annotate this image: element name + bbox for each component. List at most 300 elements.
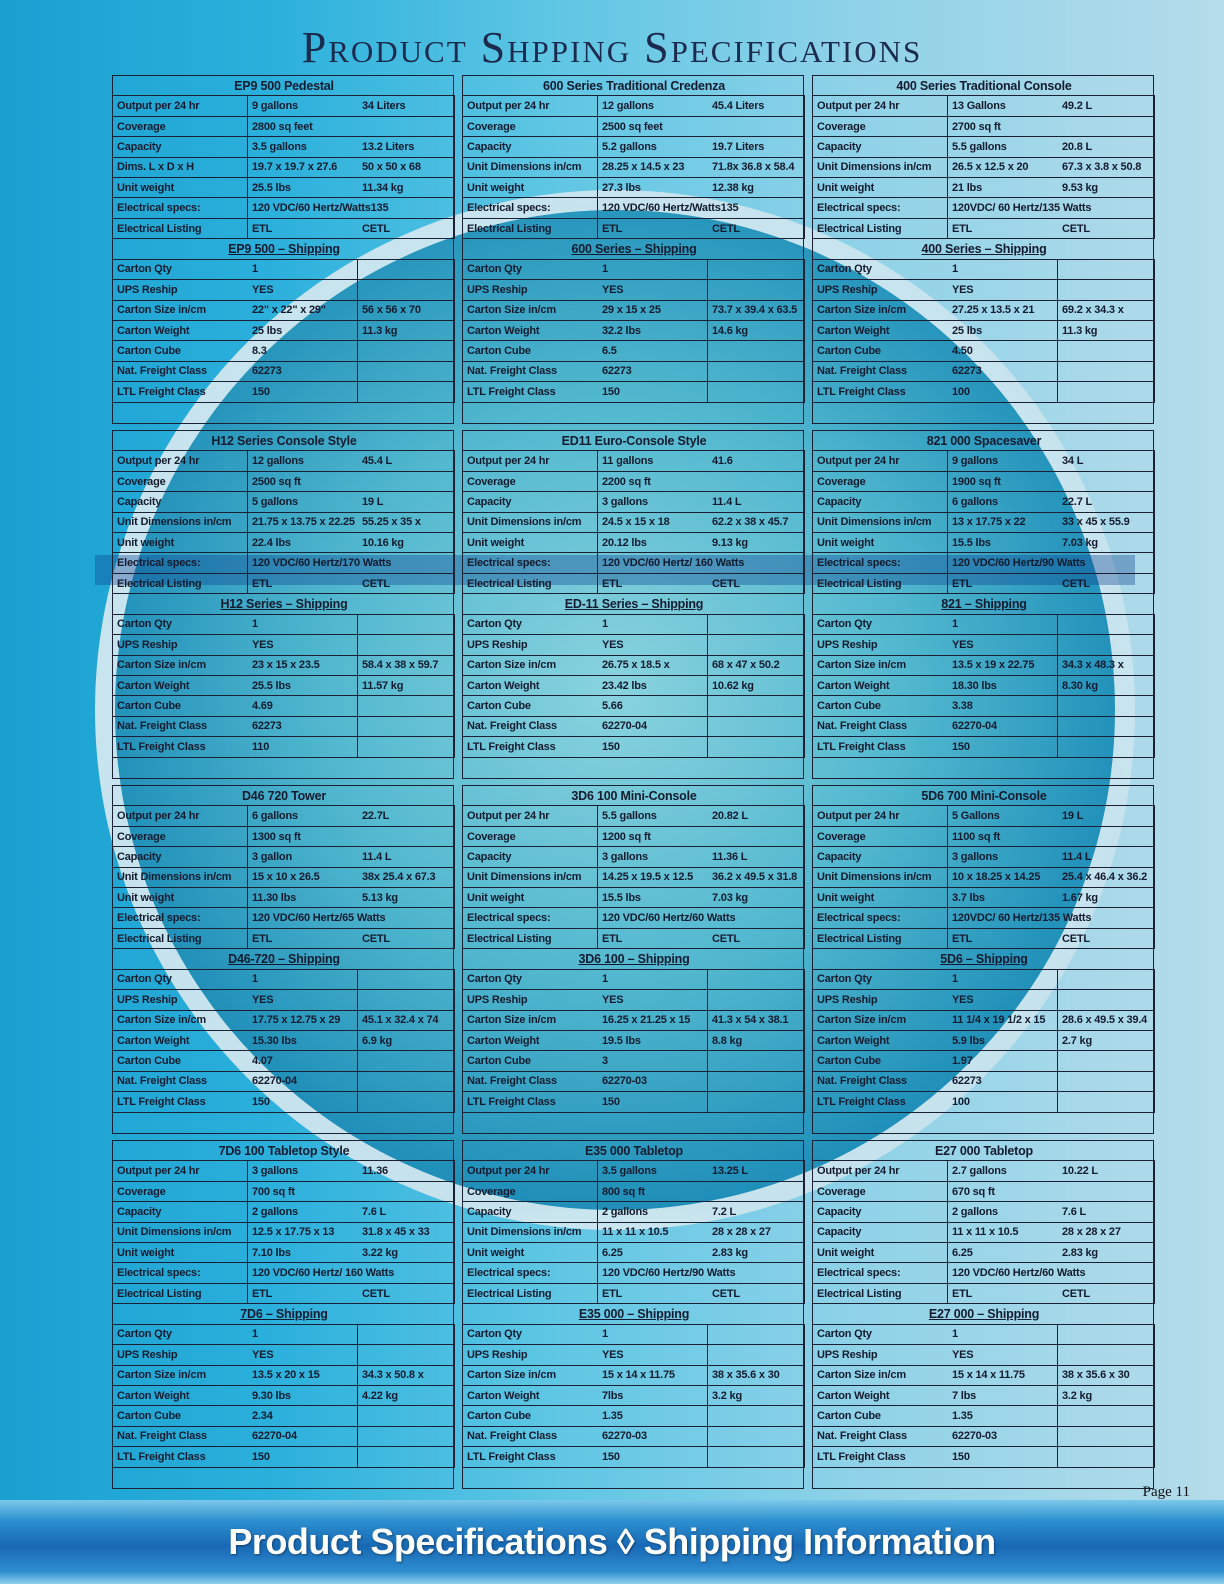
- shipping-value: 9.30 lbs: [248, 1386, 358, 1406]
- shipping-value-metric: 73.7 x 39.4 x 63.5: [708, 301, 805, 321]
- spec-label: Output per 24 hr: [463, 96, 598, 116]
- spec-value-metric: 11.4 L: [1058, 847, 1155, 867]
- spec-value-metric: CETL: [358, 219, 455, 239]
- block-spacer: [113, 1468, 455, 1488]
- shipping-value-metric: [708, 1325, 805, 1345]
- shipping-label: Carton Size in/cm: [813, 301, 948, 321]
- shipping-label: Carton Cube: [813, 1051, 948, 1071]
- shipping-value-metric: [1058, 737, 1155, 757]
- shipping-label: Carton Weight: [463, 676, 598, 696]
- shipping-label: LTL Freight Class: [813, 737, 948, 757]
- shipping-value-metric: 3.2 kg: [1058, 1386, 1155, 1406]
- spec-label: Coverage: [813, 117, 948, 137]
- spec-value: 6 gallons: [948, 492, 1058, 512]
- spec-value-metric: [358, 198, 455, 218]
- shipping-value-metric: [358, 1092, 455, 1112]
- spec-value-metric: [708, 472, 805, 492]
- shipping-value-metric: [1058, 1345, 1155, 1365]
- spec-label: Coverage: [113, 1182, 248, 1202]
- spec-value-metric: [1058, 908, 1155, 928]
- shipping-title: 600 Series – Shipping: [463, 239, 805, 259]
- spec-value: 120 VDC/60 Hertz/60 Watts: [598, 908, 708, 928]
- shipping-label: Nat. Freight Class: [813, 717, 948, 737]
- spec-label: Unit weight: [463, 533, 598, 553]
- shipping-label: LTL Freight Class: [463, 737, 598, 757]
- shipping-value: 62273: [948, 362, 1058, 382]
- shipping-label: Carton Cube: [113, 1406, 248, 1426]
- block-spacer: [463, 403, 805, 423]
- shipping-value-metric: [1058, 1325, 1155, 1345]
- spec-label: Unit weight: [113, 888, 248, 908]
- shipping-label: UPS Reship: [113, 280, 248, 300]
- shipping-title: ED-11 Series – Shipping: [463, 594, 805, 614]
- block-spacer: [113, 758, 455, 778]
- spec-label: Capacity: [463, 847, 598, 867]
- shipping-value-metric: [708, 635, 805, 655]
- spec-value-metric: 28 x 28 x 27: [1058, 1223, 1155, 1243]
- shipping-label: LTL Freight Class: [463, 1447, 598, 1467]
- spec-value-metric: 22.7L: [358, 806, 455, 826]
- spec-label: Unit weight: [463, 1243, 598, 1263]
- spec-value-metric: [358, 908, 455, 928]
- shipping-value-metric: [1058, 990, 1155, 1010]
- spec-label: Coverage: [813, 827, 948, 847]
- shipping-title: 400 Series – Shipping: [813, 239, 1155, 259]
- shipping-value: 62270-04: [248, 1427, 358, 1447]
- spec-value: 5.5 gallons: [948, 137, 1058, 157]
- shipping-label: UPS Reship: [813, 1345, 948, 1365]
- shipping-label: Carton Cube: [113, 341, 248, 361]
- shipping-value-metric: [708, 1406, 805, 1426]
- spec-value: 120 VDC/60 Hertz/ 160 Watts: [248, 1263, 358, 1283]
- shipping-title: 821 – Shipping: [813, 594, 1155, 614]
- shipping-value-metric: 10.62 kg: [708, 676, 805, 696]
- shipping-value: 17.75 x 12.75 x 29: [248, 1011, 358, 1031]
- shipping-label: Carton Cube: [113, 1051, 248, 1071]
- spec-label: Output per 24 hr: [113, 451, 248, 471]
- shipping-value: 15.30 lbs: [248, 1031, 358, 1051]
- shipping-value: 110: [248, 737, 358, 757]
- spec-value: 3 gallons: [948, 847, 1058, 867]
- page-number: Page 11: [1142, 1484, 1190, 1500]
- shipping-label: UPS Reship: [113, 1345, 248, 1365]
- spec-label: Capacity: [113, 847, 248, 867]
- spec-label: Unit weight: [113, 1243, 248, 1263]
- spec-value-metric: 34 Liters: [358, 96, 455, 116]
- spec-value: 2.7 gallons: [948, 1161, 1058, 1181]
- shipping-label: Carton Cube: [463, 1051, 598, 1071]
- shipping-label: Nat. Freight Class: [463, 362, 598, 382]
- spec-label: Electrical specs:: [463, 198, 598, 218]
- shipping-value: 1: [598, 1325, 708, 1345]
- shipping-value: 150: [948, 737, 1058, 757]
- shipping-value-metric: [358, 990, 455, 1010]
- product-block: [112, 75, 454, 424]
- spec-value: 120 VDC/60 Hertz/170 Watts: [248, 553, 358, 573]
- spec-value-metric: CETL: [1058, 929, 1155, 949]
- shipping-value-metric: [358, 280, 455, 300]
- shipping-label: LTL Freight Class: [813, 382, 948, 402]
- shipping-value: 23 x 15 x 23.5: [248, 656, 358, 676]
- product-block: [462, 430, 804, 779]
- spec-value: 5 gallons: [248, 492, 358, 512]
- shipping-value: 62273: [248, 717, 358, 737]
- spec-label: Output per 24 hr: [813, 806, 948, 826]
- shipping-value-metric: [1058, 341, 1155, 361]
- spec-value-metric: 55.25 x 35 x: [358, 513, 455, 533]
- spec-value-metric: 19 L: [1058, 806, 1155, 826]
- shipping-value-metric: [708, 280, 805, 300]
- product-name: 3D6 100 Mini-Console: [463, 786, 805, 806]
- shipping-value: 23.42 lbs: [598, 676, 708, 696]
- spec-value: 700 sq ft: [248, 1182, 358, 1202]
- spec-value-metric: 49.2 L: [1058, 96, 1155, 116]
- shipping-value-metric: [708, 260, 805, 280]
- spec-value-metric: CETL: [1058, 1284, 1155, 1304]
- spec-label: Output per 24 hr: [813, 451, 948, 471]
- shipping-label: Carton Weight: [813, 1386, 948, 1406]
- shipping-title: H12 Series – Shipping: [113, 594, 455, 614]
- spec-label: Unit Dimensions in/cm: [113, 513, 248, 533]
- spec-label: Electrical specs:: [813, 1263, 948, 1283]
- spec-value: ETL: [948, 1284, 1058, 1304]
- spec-label: Output per 24 hr: [463, 451, 598, 471]
- spec-label: Electrical Listing: [813, 1284, 948, 1304]
- spec-value: ETL: [598, 929, 708, 949]
- spec-value-metric: CETL: [708, 1284, 805, 1304]
- shipping-label: Carton Weight: [463, 1386, 598, 1406]
- spec-value-metric: 12.38 kg: [708, 178, 805, 198]
- shipping-value: 62270-04: [248, 1072, 358, 1092]
- spec-value: ETL: [948, 219, 1058, 239]
- product-name: 7D6 100 Tabletop Style: [113, 1141, 455, 1161]
- spec-value-metric: 7.6 L: [358, 1202, 455, 1222]
- shipping-value: 2.34: [248, 1406, 358, 1426]
- spec-value: 3 gallons: [598, 847, 708, 867]
- spec-label: Capacity: [463, 1202, 598, 1222]
- spec-value-metric: 11.4 L: [358, 847, 455, 867]
- shipping-value: 1.97: [948, 1051, 1058, 1071]
- spec-label: Electrical specs:: [463, 908, 598, 928]
- product-block: [462, 75, 804, 424]
- spec-value: 3 gallons: [598, 492, 708, 512]
- spec-label: Electrical specs:: [113, 908, 248, 928]
- shipping-value: 62273: [948, 1072, 1058, 1092]
- spec-value-metric: [1058, 117, 1155, 137]
- shipping-value: 62270-04: [948, 717, 1058, 737]
- shipping-label: Carton Qty: [463, 970, 598, 990]
- spec-label: Dims. L x D x H: [113, 158, 248, 178]
- spec-value-metric: 13.25 L: [708, 1161, 805, 1181]
- product-block: [812, 785, 1154, 1134]
- block-spacer: [113, 1113, 455, 1133]
- shipping-value: YES: [948, 1345, 1058, 1365]
- shipping-label: Nat. Freight Class: [813, 1427, 948, 1447]
- shipping-label: Nat. Freight Class: [113, 717, 248, 737]
- shipping-value-metric: [1058, 280, 1155, 300]
- shipping-value-metric: [708, 1345, 805, 1365]
- spec-value-metric: [358, 117, 455, 137]
- spec-value-metric: [708, 198, 805, 218]
- spec-label: Electrical Listing: [463, 1284, 598, 1304]
- shipping-label: UPS Reship: [813, 635, 948, 655]
- spec-value: 3 gallon: [248, 847, 358, 867]
- spec-value-metric: 33 x 45 x 55.9: [1058, 513, 1155, 533]
- spec-value: 2 gallons: [248, 1202, 358, 1222]
- shipping-value: 1.35: [598, 1406, 708, 1426]
- spec-value: 15 x 10 x 26.5: [248, 868, 358, 888]
- shipping-label: Nat. Freight Class: [113, 1427, 248, 1447]
- spec-label: Unit weight: [463, 178, 598, 198]
- shipping-label: Carton Size in/cm: [813, 656, 948, 676]
- product-name: 5D6 700 Mini-Console: [813, 786, 1155, 806]
- shipping-value: YES: [598, 280, 708, 300]
- shipping-value-metric: 56 x 56 x 70: [358, 301, 455, 321]
- spec-value: 9 gallons: [948, 451, 1058, 471]
- shipping-value: 4.69: [248, 696, 358, 716]
- spec-label: Unit weight: [113, 533, 248, 553]
- shipping-value-metric: [708, 1072, 805, 1092]
- shipping-label: Carton Size in/cm: [813, 1011, 948, 1031]
- spec-label: Electrical specs:: [113, 198, 248, 218]
- product-name: 600 Series Traditional Credenza: [463, 76, 805, 96]
- shipping-value-metric: 58.4 x 38 x 59.7: [358, 656, 455, 676]
- shipping-label: Carton Qty: [463, 615, 598, 635]
- spec-value-metric: 45.4 L: [358, 451, 455, 471]
- spec-label: Electrical Listing: [463, 929, 598, 949]
- shipping-value: 11 1/4 x 19 1/2 x 15: [948, 1011, 1058, 1031]
- shipping-value-metric: 38 x 35.6 x 30: [708, 1366, 805, 1386]
- product-name: 400 Series Traditional Console: [813, 76, 1155, 96]
- shipping-label: Nat. Freight Class: [463, 1427, 598, 1447]
- spec-label: Coverage: [463, 117, 598, 137]
- spec-value: 120 VDC/60 Hertz/90 Watts: [598, 1263, 708, 1283]
- spec-label: Unit weight: [463, 888, 598, 908]
- shipping-value: 150: [248, 382, 358, 402]
- spec-value: 2200 sq ft: [598, 472, 708, 492]
- shipping-label: Carton Weight: [463, 321, 598, 341]
- spec-label: Output per 24 hr: [463, 1161, 598, 1181]
- spec-label: Output per 24 hr: [113, 96, 248, 116]
- spec-label: Electrical specs:: [113, 1263, 248, 1283]
- spec-value-metric: 45.4 Liters: [708, 96, 805, 116]
- spec-value: 120 VDC/60 Hertz/Watts135: [248, 198, 358, 218]
- spec-label: Electrical specs:: [463, 1263, 598, 1283]
- shipping-value: YES: [248, 280, 358, 300]
- spec-value: 22.4 lbs: [248, 533, 358, 553]
- shipping-value: YES: [248, 1345, 358, 1365]
- shipping-value-metric: 11.3 kg: [358, 321, 455, 341]
- spec-value-metric: 20.8 L: [1058, 137, 1155, 157]
- shipping-value: 1: [248, 970, 358, 990]
- shipping-value-metric: [1058, 362, 1155, 382]
- product-name: E35 000 Tabletop: [463, 1141, 805, 1161]
- spec-value-metric: 41.6: [708, 451, 805, 471]
- shipping-value: 19.5 lbs: [598, 1031, 708, 1051]
- spec-value: 1100 sq ft: [948, 827, 1058, 847]
- shipping-label: Nat. Freight Class: [113, 362, 248, 382]
- shipping-label: Carton Weight: [813, 321, 948, 341]
- spec-label: Unit weight: [113, 178, 248, 198]
- spec-value: 800 sq ft: [598, 1182, 708, 1202]
- spec-value: 120 VDC/60 Hertz/Watts135: [598, 198, 708, 218]
- spec-label: Unit Dimensions in/cm: [463, 513, 598, 533]
- spec-value: 5 Gallons: [948, 806, 1058, 826]
- spec-value-metric: 71.8x 36.8 x 58.4: [708, 158, 805, 178]
- shipping-value-metric: 6.9 kg: [358, 1031, 455, 1051]
- shipping-value: YES: [598, 635, 708, 655]
- shipping-value: 27.25 x 13.5 x 21: [948, 301, 1058, 321]
- shipping-label: Carton Cube: [463, 341, 598, 361]
- spec-label: Capacity: [463, 137, 598, 157]
- block-spacer: [813, 1113, 1155, 1133]
- spec-value: 7.10 lbs: [248, 1243, 358, 1263]
- shipping-value-metric: [358, 1051, 455, 1071]
- shipping-value: 18.30 lbs: [948, 676, 1058, 696]
- shipping-label: Carton Size in/cm: [113, 1011, 248, 1031]
- product-name: H12 Series Console Style: [113, 431, 455, 451]
- spec-value: 1300 sq ft: [248, 827, 358, 847]
- footer-bar: [0, 1500, 1224, 1584]
- spec-value: 1900 sq ft: [948, 472, 1058, 492]
- shipping-value-metric: [1058, 635, 1155, 655]
- shipping-value-metric: [1058, 1447, 1155, 1467]
- spec-value-metric: CETL: [708, 574, 805, 594]
- spec-value: ETL: [948, 929, 1058, 949]
- shipping-value: 15 x 14 x 11.75: [948, 1366, 1058, 1386]
- shipping-value-metric: 34.3 x 48.3 x: [1058, 656, 1155, 676]
- shipping-label: Carton Size in/cm: [463, 656, 598, 676]
- shipping-label: UPS Reship: [463, 635, 598, 655]
- shipping-label: LTL Freight Class: [113, 1447, 248, 1467]
- spec-value-metric: [1058, 472, 1155, 492]
- spec-value: 2800 sq feet: [248, 117, 358, 137]
- spec-value-metric: 36.2 x 49.5 x 31.8: [708, 868, 805, 888]
- spec-value-metric: [1058, 1263, 1155, 1283]
- product-block: [112, 785, 454, 1134]
- spec-value: 3.5 gallons: [248, 137, 358, 157]
- shipping-value: 13.5 x 19 x 22.75: [948, 656, 1058, 676]
- spec-value: ETL: [598, 574, 708, 594]
- shipping-label: Carton Qty: [813, 1325, 948, 1345]
- spec-value: 6.25: [598, 1243, 708, 1263]
- shipping-value-metric: 38 x 35.6 x 30: [1058, 1366, 1155, 1386]
- shipping-value-metric: [358, 1325, 455, 1345]
- shipping-label: LTL Freight Class: [113, 382, 248, 402]
- spec-value: 3.5 gallons: [598, 1161, 708, 1181]
- shipping-label: Carton Qty: [113, 260, 248, 280]
- spec-label: Capacity: [113, 492, 248, 512]
- spec-value-metric: 10.22 L: [1058, 1161, 1155, 1181]
- shipping-value: 3: [598, 1051, 708, 1071]
- spec-value: 10 x 18.25 x 14.25: [948, 868, 1058, 888]
- spec-value: 120 VDC/60 Hertz/90 Watts: [948, 553, 1058, 573]
- spec-value: 12 gallons: [248, 451, 358, 471]
- spec-label: Electrical specs:: [463, 553, 598, 573]
- shipping-title: E27 000 – Shipping: [813, 1304, 1155, 1324]
- spec-value-metric: 10.16 kg: [358, 533, 455, 553]
- shipping-value-metric: [358, 260, 455, 280]
- spec-value-metric: [708, 827, 805, 847]
- spec-label: Electrical Listing: [113, 929, 248, 949]
- spec-label: Coverage: [813, 1182, 948, 1202]
- spec-value: 20.12 lbs: [598, 533, 708, 553]
- spec-value: 120VDC/ 60 Hertz/135 Watts: [948, 198, 1058, 218]
- shipping-value-metric: 45.1 x 32.4 x 74: [358, 1011, 455, 1031]
- spec-value: 3.7 lbs: [948, 888, 1058, 908]
- spec-value: 11 x 11 x 10.5: [598, 1223, 708, 1243]
- spec-value-metric: CETL: [708, 219, 805, 239]
- spec-value-metric: 28 x 28 x 27: [708, 1223, 805, 1243]
- spec-label: Electrical Listing: [463, 219, 598, 239]
- spec-label: Unit Dimensions in/cm: [113, 868, 248, 888]
- shipping-value: YES: [598, 1345, 708, 1365]
- spec-label: Capacity: [813, 137, 948, 157]
- spec-value: 9 gallons: [248, 96, 358, 116]
- spec-label: Capacity: [113, 137, 248, 157]
- shipping-value-metric: [358, 635, 455, 655]
- spec-value-metric: [358, 1182, 455, 1202]
- spec-value: 5.2 gallons: [598, 137, 708, 157]
- product-block: [812, 430, 1154, 779]
- spec-value: 14.25 x 19.5 x 12.5: [598, 868, 708, 888]
- spec-label: Unit weight: [813, 178, 948, 198]
- spec-label: Coverage: [113, 117, 248, 137]
- spec-value: 5.5 gallons: [598, 806, 708, 826]
- spec-value: 2 gallons: [948, 1202, 1058, 1222]
- spec-label: Electrical specs:: [813, 908, 948, 928]
- shipping-value-metric: [358, 1447, 455, 1467]
- spec-value-metric: [358, 553, 455, 573]
- spec-label: Electrical specs:: [813, 553, 948, 573]
- product-block: [462, 1140, 804, 1489]
- spec-value: 120 VDC/60 Hertz/ 160 Watts: [598, 553, 708, 573]
- spec-value: 2500 sq feet: [598, 117, 708, 137]
- spec-value-metric: 9.53 kg: [1058, 178, 1155, 198]
- shipping-value: 1: [598, 260, 708, 280]
- spec-label: Coverage: [463, 472, 598, 492]
- spec-value-metric: [708, 117, 805, 137]
- shipping-value: 62270-04: [598, 717, 708, 737]
- spec-label: Unit weight: [813, 533, 948, 553]
- spec-value-metric: [358, 1263, 455, 1283]
- shipping-value-metric: [708, 1447, 805, 1467]
- shipping-value-metric: [708, 615, 805, 635]
- shipping-value-metric: [708, 382, 805, 402]
- spec-label: Electrical specs:: [113, 553, 248, 573]
- spec-label: Coverage: [463, 827, 598, 847]
- spec-label: Electrical specs:: [813, 198, 948, 218]
- spec-value-metric: 7.2 L: [708, 1202, 805, 1222]
- spec-value-metric: 31.8 x 45 x 33: [358, 1223, 455, 1243]
- spec-label: Electrical Listing: [113, 574, 248, 594]
- spec-label: Unit Dimensions in/cm: [813, 513, 948, 533]
- shipping-value: YES: [948, 990, 1058, 1010]
- shipping-value-metric: [1058, 970, 1155, 990]
- spec-value-metric: 11.36 L: [708, 847, 805, 867]
- shipping-label: Carton Size in/cm: [113, 301, 248, 321]
- shipping-label: Carton Qty: [813, 970, 948, 990]
- spec-value: 670 sq ft: [948, 1182, 1058, 1202]
- spec-value: ETL: [248, 219, 358, 239]
- shipping-label: LTL Freight Class: [113, 1092, 248, 1112]
- spec-label: Unit Dimensions in/cm: [463, 158, 598, 178]
- spec-label: Capacity: [813, 1223, 948, 1243]
- shipping-value-metric: [1058, 696, 1155, 716]
- shipping-value: 25.5 lbs: [248, 676, 358, 696]
- page-title: Product Shpping Specifications: [301, 23, 923, 72]
- spec-value: 120 VDC/60 Hertz/65 Watts: [248, 908, 358, 928]
